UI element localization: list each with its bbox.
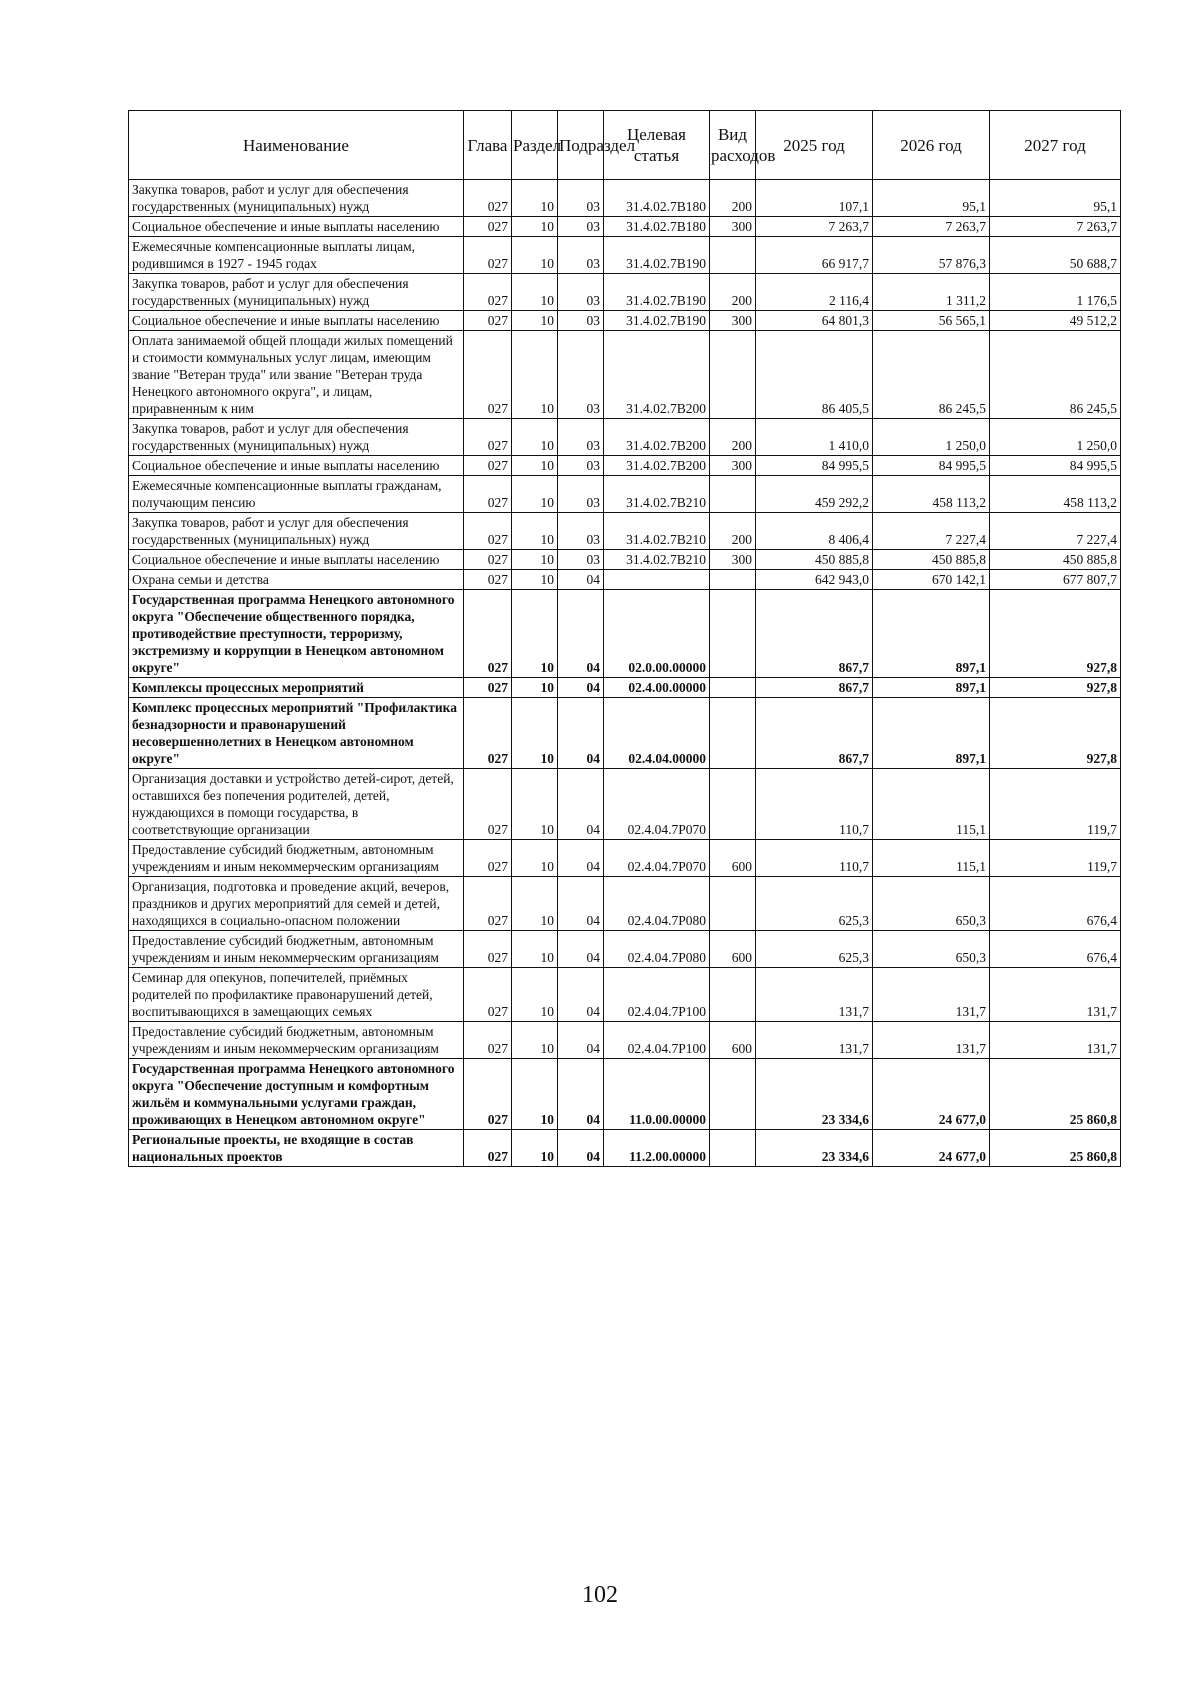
cell-y2027: 927,8: [990, 590, 1121, 678]
cell-y2027: 7 227,4: [990, 513, 1121, 550]
cell-y2025: 867,7: [756, 698, 873, 769]
cell-y2025: 7 263,7: [756, 217, 873, 237]
cell-podrazdel: 03: [558, 419, 604, 456]
cell-razdel: 10: [512, 1130, 558, 1167]
cell-name: Семинар для опекунов, попечителей, приёмных родителей по профилактике правонарушений детей, воспитывающихся в замещающих семьях: [129, 968, 464, 1022]
cell-vid: [710, 476, 756, 513]
cell-y2026: 115,1: [873, 840, 990, 877]
cell-y2026: 24 677,0: [873, 1059, 990, 1130]
cell-name: Закупка товаров, работ и услуг для обеспечения государственных (муниципальных) нужд: [129, 180, 464, 217]
cell-glava: 027: [464, 456, 512, 476]
cell-celevaya: 02.4.04.7Р080: [604, 931, 710, 968]
cell-y2026: 7 227,4: [873, 513, 990, 550]
cell-podrazdel: 03: [558, 311, 604, 331]
cell-celevaya: 02.4.00.00000: [604, 678, 710, 698]
cell-y2025: 86 405,5: [756, 331, 873, 419]
cell-razdel: 10: [512, 217, 558, 237]
cell-celevaya: 31.4.02.7В180: [604, 180, 710, 217]
cell-podrazdel: 04: [558, 840, 604, 877]
cell-podrazdel: 04: [558, 877, 604, 931]
cell-razdel: 10: [512, 931, 558, 968]
cell-podrazdel: 03: [558, 237, 604, 274]
cell-y2025: 450 885,8: [756, 550, 873, 570]
cell-y2027: 25 860,8: [990, 1059, 1121, 1130]
cell-podrazdel: 04: [558, 968, 604, 1022]
table-row: [129, 698, 1121, 769]
cell-vid: 600: [710, 840, 756, 877]
cell-celevaya: 31.4.02.7В210: [604, 476, 710, 513]
cell-celevaya: 31.4.02.7В190: [604, 311, 710, 331]
cell-celevaya: 02.4.04.7Р070: [604, 769, 710, 840]
cell-vid: [710, 678, 756, 698]
cell-y2026: 450 885,8: [873, 550, 990, 570]
cell-podrazdel: 04: [558, 769, 604, 840]
cell-glava: 027: [464, 931, 512, 968]
cell-y2026: 897,1: [873, 678, 990, 698]
cell-razdel: 10: [512, 840, 558, 877]
table-row: [129, 274, 1121, 311]
cell-y2025: 867,7: [756, 678, 873, 698]
header-vid: Вид расходов: [710, 111, 756, 180]
cell-podrazdel: 03: [558, 217, 604, 237]
cell-y2027: 84 995,5: [990, 456, 1121, 476]
cell-podrazdel: 03: [558, 550, 604, 570]
cell-glava: 027: [464, 769, 512, 840]
cell-glava: 027: [464, 513, 512, 550]
cell-vid: 300: [710, 311, 756, 331]
cell-podrazdel: 03: [558, 513, 604, 550]
table-row: [129, 1130, 1121, 1167]
cell-glava: 027: [464, 180, 512, 217]
table-body: [129, 180, 1121, 1167]
cell-y2026: 24 677,0: [873, 1130, 990, 1167]
cell-razdel: 10: [512, 698, 558, 769]
cell-podrazdel: 03: [558, 180, 604, 217]
cell-podrazdel: 04: [558, 931, 604, 968]
table-row: [129, 678, 1121, 698]
cell-celevaya: 11.2.00.00000: [604, 1130, 710, 1167]
cell-glava: 027: [464, 968, 512, 1022]
cell-y2026: 57 876,3: [873, 237, 990, 274]
cell-celevaya: 02.0.00.00000: [604, 590, 710, 678]
cell-razdel: 10: [512, 1022, 558, 1059]
cell-razdel: 10: [512, 590, 558, 678]
cell-vid: [710, 590, 756, 678]
cell-razdel: 10: [512, 274, 558, 311]
cell-y2026: 1 250,0: [873, 419, 990, 456]
cell-y2027: 927,8: [990, 698, 1121, 769]
cell-vid: 200: [710, 513, 756, 550]
cell-celevaya: 02.4.04.7Р100: [604, 968, 710, 1022]
table-row: [129, 968, 1121, 1022]
cell-y2027: 458 113,2: [990, 476, 1121, 513]
cell-y2027: 927,8: [990, 678, 1121, 698]
cell-y2027: 50 688,7: [990, 237, 1121, 274]
cell-y2026: 95,1: [873, 180, 990, 217]
table-row: [129, 217, 1121, 237]
cell-name: Охрана семьи и детства: [129, 570, 464, 590]
cell-vid: [710, 570, 756, 590]
cell-celevaya: 02.4.04.7Р070: [604, 840, 710, 877]
cell-y2026: 56 565,1: [873, 311, 990, 331]
cell-glava: 027: [464, 476, 512, 513]
cell-y2026: 458 113,2: [873, 476, 990, 513]
cell-y2027: 676,4: [990, 877, 1121, 931]
cell-glava: 027: [464, 590, 512, 678]
table-row: [129, 840, 1121, 877]
cell-y2026: 84 995,5: [873, 456, 990, 476]
table-row: [129, 311, 1121, 331]
cell-name: Государственная программа Ненецкого автономного округа "Обеспечение доступным и комфортным жильём и коммунальными услугами граждан, проживающих в Ненецком автономном округе": [129, 1059, 464, 1130]
cell-podrazdel: 04: [558, 1059, 604, 1130]
cell-y2025: 8 406,4: [756, 513, 873, 550]
cell-glava: 027: [464, 840, 512, 877]
cell-y2025: 64 801,3: [756, 311, 873, 331]
cell-celevaya: 31.4.02.7В200: [604, 456, 710, 476]
cell-y2025: 131,7: [756, 1022, 873, 1059]
table-row: [129, 237, 1121, 274]
cell-podrazdel: 03: [558, 476, 604, 513]
cell-celevaya: 31.4.02.7В190: [604, 237, 710, 274]
header-2026: 2026 год: [873, 111, 990, 180]
cell-razdel: 10: [512, 877, 558, 931]
cell-podrazdel: 03: [558, 456, 604, 476]
cell-name: Предоставление субсидий бюджетным, автономным учреждениям и иным некоммерческим организациям: [129, 931, 464, 968]
cell-y2027: 450 885,8: [990, 550, 1121, 570]
cell-razdel: 10: [512, 331, 558, 419]
cell-vid: 600: [710, 1022, 756, 1059]
cell-y2025: 23 334,6: [756, 1059, 873, 1130]
cell-y2026: 1 311,2: [873, 274, 990, 311]
cell-vid: [710, 968, 756, 1022]
cell-name: Комплекс процессных мероприятий "Профилактика безнадзорности и правонарушений несовершеннолетних в Ненецком автономном округе": [129, 698, 464, 769]
table-row: [129, 1059, 1121, 1130]
cell-razdel: 10: [512, 419, 558, 456]
cell-y2026: 131,7: [873, 968, 990, 1022]
cell-y2026: 131,7: [873, 1022, 990, 1059]
cell-celevaya: 31.4.02.7В210: [604, 550, 710, 570]
cell-razdel: 10: [512, 180, 558, 217]
cell-y2025: 110,7: [756, 840, 873, 877]
cell-glava: 027: [464, 311, 512, 331]
cell-y2025: 84 995,5: [756, 456, 873, 476]
cell-podrazdel: 04: [558, 590, 604, 678]
cell-celevaya: 02.4.04.00000: [604, 698, 710, 769]
table-row: [129, 180, 1121, 217]
cell-y2025: 66 917,7: [756, 237, 873, 274]
cell-y2025: 131,7: [756, 968, 873, 1022]
cell-y2026: 86 245,5: [873, 331, 990, 419]
budget-table: [128, 110, 1121, 1167]
cell-y2025: 867,7: [756, 590, 873, 678]
cell-glava: 027: [464, 1059, 512, 1130]
cell-podrazdel: 04: [558, 678, 604, 698]
table-row: [129, 456, 1121, 476]
cell-glava: 027: [464, 331, 512, 419]
cell-name: Региональные проекты, не входящие в состав национальных проектов: [129, 1130, 464, 1167]
cell-podrazdel: 04: [558, 1130, 604, 1167]
cell-y2027: 131,7: [990, 968, 1121, 1022]
cell-name: Закупка товаров, работ и услуг для обеспечения государственных (муниципальных) нужд: [129, 274, 464, 311]
cell-y2026: 650,3: [873, 877, 990, 931]
header-celevaya: Целевая статья: [604, 111, 710, 180]
cell-razdel: 10: [512, 570, 558, 590]
cell-name: Государственная программа Ненецкого автономного округа "Обеспечение общественного порядка, противодействие преступности, терроризму, экстремизму и коррупции в Ненецком автономном округе": [129, 590, 464, 678]
table-row: [129, 513, 1121, 550]
cell-y2027: 677 807,7: [990, 570, 1121, 590]
cell-vid: 600: [710, 931, 756, 968]
cell-glava: 027: [464, 698, 512, 769]
cell-y2026: 650,3: [873, 931, 990, 968]
header-row: [129, 111, 1121, 180]
cell-vid: 200: [710, 180, 756, 217]
header-razdel: Раздел: [512, 111, 558, 180]
table-row: [129, 331, 1121, 419]
cell-celevaya: 02.4.04.7Р100: [604, 1022, 710, 1059]
cell-celevaya: 11.0.00.00000: [604, 1059, 710, 1130]
cell-razdel: 10: [512, 550, 558, 570]
cell-y2027: 1 176,5: [990, 274, 1121, 311]
cell-razdel: 10: [512, 1059, 558, 1130]
header-glava: Глава: [464, 111, 512, 180]
cell-glava: 027: [464, 678, 512, 698]
cell-y2025: 110,7: [756, 769, 873, 840]
cell-vid: 300: [710, 550, 756, 570]
table-row: [129, 590, 1121, 678]
cell-razdel: 10: [512, 513, 558, 550]
cell-podrazdel: 04: [558, 1022, 604, 1059]
cell-y2027: 25 860,8: [990, 1130, 1121, 1167]
cell-vid: 300: [710, 217, 756, 237]
cell-y2027: 86 245,5: [990, 331, 1121, 419]
header-name: Наименование: [129, 111, 464, 180]
cell-vid: [710, 877, 756, 931]
cell-y2025: 642 943,0: [756, 570, 873, 590]
cell-celevaya: 31.4.02.7В190: [604, 274, 710, 311]
cell-y2026: 670 142,1: [873, 570, 990, 590]
cell-name: Социальное обеспечение и иные выплаты населению: [129, 550, 464, 570]
cell-y2026: 115,1: [873, 769, 990, 840]
cell-razdel: 10: [512, 311, 558, 331]
cell-y2027: 119,7: [990, 769, 1121, 840]
page-number: 102: [582, 1582, 618, 1608]
table-row: [129, 550, 1121, 570]
cell-vid: [710, 237, 756, 274]
cell-razdel: 10: [512, 456, 558, 476]
cell-name: Предоставление субсидий бюджетным, автономным учреждениям и иным некоммерческим организациям: [129, 1022, 464, 1059]
cell-vid: 300: [710, 456, 756, 476]
cell-name: Комплексы процессных мероприятий: [129, 678, 464, 698]
cell-vid: 200: [710, 274, 756, 311]
cell-y2027: 1 250,0: [990, 419, 1121, 456]
cell-glava: 027: [464, 550, 512, 570]
table-row: [129, 1022, 1121, 1059]
cell-y2027: 7 263,7: [990, 217, 1121, 237]
cell-vid: [710, 1130, 756, 1167]
cell-glava: 027: [464, 217, 512, 237]
cell-celevaya: 31.4.02.7В200: [604, 331, 710, 419]
cell-glava: 027: [464, 237, 512, 274]
cell-vid: 200: [710, 419, 756, 456]
cell-razdel: 10: [512, 476, 558, 513]
cell-name: Оплата занимаемой общей площади жилых помещений и стоимости коммунальных услуг лицам, имеющим звание "Ветеран труда" или звание "Ветеран труда Ненецкого автономного округа", и лицам, приравненным к ним: [129, 331, 464, 419]
cell-podrazdel: 04: [558, 570, 604, 590]
cell-razdel: 10: [512, 769, 558, 840]
cell-celevaya: [604, 570, 710, 590]
cell-podrazdel: 03: [558, 274, 604, 311]
cell-glava: 027: [464, 570, 512, 590]
cell-name: Социальное обеспечение и иные выплаты населению: [129, 217, 464, 237]
cell-y2026: 7 263,7: [873, 217, 990, 237]
cell-y2025: 2 116,4: [756, 274, 873, 311]
cell-name: Ежемесячные компенсационные выплаты лицам, родившимся в 1927 - 1945 годах: [129, 237, 464, 274]
cell-vid: [710, 331, 756, 419]
cell-celevaya: 31.4.02.7В180: [604, 217, 710, 237]
cell-razdel: 10: [512, 678, 558, 698]
cell-celevaya: 02.4.04.7Р080: [604, 877, 710, 931]
cell-podrazdel: 03: [558, 331, 604, 419]
cell-name: Организация доставки и устройство детей-сирот, детей, оставшихся без попечения родителей, детей, нуждающихся в помощи государства, в соответствующие организации: [129, 769, 464, 840]
cell-y2025: 459 292,2: [756, 476, 873, 513]
table-row: [129, 931, 1121, 968]
table-row: [129, 476, 1121, 513]
cell-name: Закупка товаров, работ и услуг для обеспечения государственных (муниципальных) нужд: [129, 419, 464, 456]
cell-name: Организация, подготовка и проведение акций, вечеров, праздников и других мероприятий для семей и детей, находящихся в социально-опасном положении: [129, 877, 464, 931]
cell-y2027: 676,4: [990, 931, 1121, 968]
cell-y2027: 95,1: [990, 180, 1121, 217]
cell-glava: 027: [464, 1022, 512, 1059]
cell-vid: [710, 769, 756, 840]
cell-y2027: 119,7: [990, 840, 1121, 877]
cell-y2025: 625,3: [756, 931, 873, 968]
cell-y2025: 1 410,0: [756, 419, 873, 456]
cell-glava: 027: [464, 274, 512, 311]
table-row: [129, 419, 1121, 456]
cell-vid: [710, 698, 756, 769]
header-2027: 2027 год: [990, 111, 1121, 180]
header-2025: 2025 год: [756, 111, 873, 180]
cell-y2025: 107,1: [756, 180, 873, 217]
cell-vid: [710, 1059, 756, 1130]
cell-name: Социальное обеспечение и иные выплаты населению: [129, 311, 464, 331]
cell-y2026: 897,1: [873, 590, 990, 678]
cell-name: Предоставление субсидий бюджетным, автономным учреждениям и иным некоммерческим организациям: [129, 840, 464, 877]
cell-glava: 027: [464, 419, 512, 456]
cell-celevaya: 31.4.02.7В200: [604, 419, 710, 456]
cell-y2027: 49 512,2: [990, 311, 1121, 331]
cell-y2025: 23 334,6: [756, 1130, 873, 1167]
cell-podrazdel: 04: [558, 698, 604, 769]
cell-name: Социальное обеспечение и иные выплаты населению: [129, 456, 464, 476]
cell-y2027: 131,7: [990, 1022, 1121, 1059]
cell-glava: 027: [464, 1130, 512, 1167]
cell-razdel: 10: [512, 968, 558, 1022]
cell-celevaya: 31.4.02.7В210: [604, 513, 710, 550]
cell-y2025: 625,3: [756, 877, 873, 931]
table-row: [129, 570, 1121, 590]
cell-razdel: 10: [512, 237, 558, 274]
table-row: [129, 769, 1121, 840]
cell-y2026: 897,1: [873, 698, 990, 769]
table-row: [129, 877, 1121, 931]
cell-name: Ежемесячные компенсационные выплаты гражданам, получающим пенсию: [129, 476, 464, 513]
cell-name: Закупка товаров, работ и услуг для обеспечения государственных (муниципальных) нужд: [129, 513, 464, 550]
cell-glava: 027: [464, 877, 512, 931]
header-podrazdel: Подраздел: [558, 111, 604, 180]
